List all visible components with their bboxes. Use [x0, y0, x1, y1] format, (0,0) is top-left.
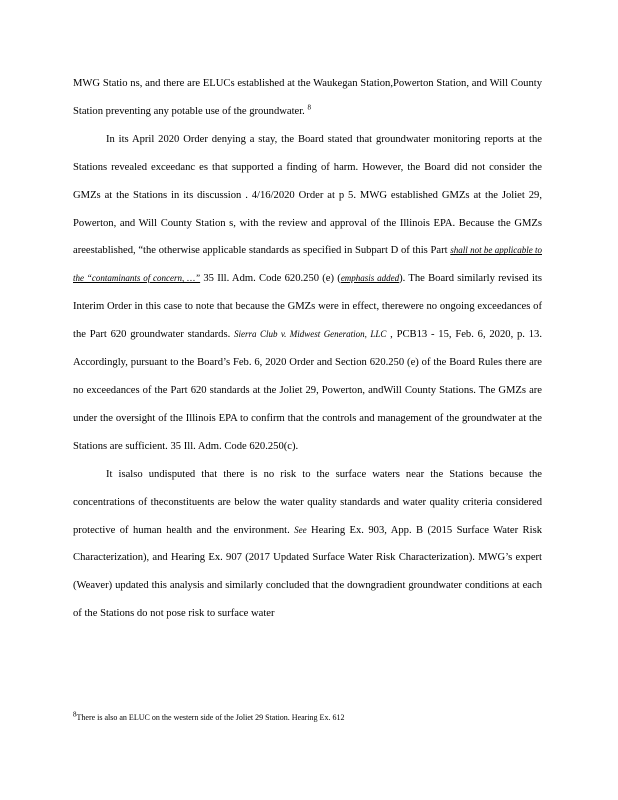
paragraph-board-order — [73, 126, 542, 461]
case-citation: Sierra Club v. Midwest Generation, LLC — [234, 329, 387, 340]
quoted-regulation: shall not be applicable to the “contaminants of concern, …” — [73, 245, 542, 284]
paragraph-text: MWG Statio ns, and there are ELUCs established at the Waukegan Station,Powerton Station, and Will County Station preventing any potable use of the groundwater. — [73, 78, 542, 117]
body-text — [73, 70, 542, 628]
paragraph-text: ). The Board similarly revised its Interim Order in this case to note that because the GMZs were in effect, therewere no ongoing exceedances of the Part 620 groundwater standards. — [73, 273, 542, 341]
footnote-text: There is also an ELUC on the western side of the Joliet 29 Station. Hearing Ex. 612 — [76, 713, 345, 722]
paragraph-surface-water — [73, 461, 542, 628]
paragraph-text: Hearing Ex. 903, App. B (2015 Surface Water Risk Characterization), and Hearing Ex. 907 (2017 Updated Surface Water Risk Characterization). MWG’s expert (Weaver) updated this analysis and similarly concluded that the downgradient groundwater conditions at each of the Stations do not pose risk to surface water — [73, 524, 542, 620]
footnote — [73, 712, 543, 724]
paragraph-text: , PCB13 - 15, Feb. 6, 2020, p. 13. Accordingly, pursuant to the Board’s Feb. 6, 2020 Order and Section 620.250 (e) of the Board Rules there are no exceedances of the Part 620 standards at the Joliet 29, Powerton, andWill County Stations. The GMZs are under the oversight of the Illinois EPA to confirm that the controls and management of the groundwater at the Stations are sufficient. 35 Ill. Adm. Code 620.250(c). — [73, 329, 542, 452]
footnote-mark: 8 — [73, 710, 77, 719]
paragraph-text: In its April 2020 Order denying a stay, the Board stated that groundwater monitoring reports at the Stations revealed exceedanc es that supported a finding of harm. However, the Board did not consider the GMZs at the Stations in its discussion . 4/16/2020 Order at p 5. MWG established GMZs at the Joliet 29, Powerton, and Will County Station s, with the review and approval of the Illinois EPA. Because the GMZs areestablished, “the otherwise applicable standards as specified in Subpart D of this Part — [73, 133, 542, 257]
see-signal: See — [294, 524, 307, 535]
paragraph-text: It isalso undisputed that there is no risk to the surface waters near the Stations because the concentrations of theconstituents are below the water quality standards and water quality criteria considered protective of human health and the environment. — [73, 468, 542, 536]
footnote-reference: 8 — [307, 103, 311, 112]
paragraph-continuation — [73, 70, 542, 126]
emphasis-note: emphasis added — [340, 273, 400, 284]
paragraph-text: 35 Ill. Adm. Code 620.250 (e) ( — [200, 273, 341, 285]
